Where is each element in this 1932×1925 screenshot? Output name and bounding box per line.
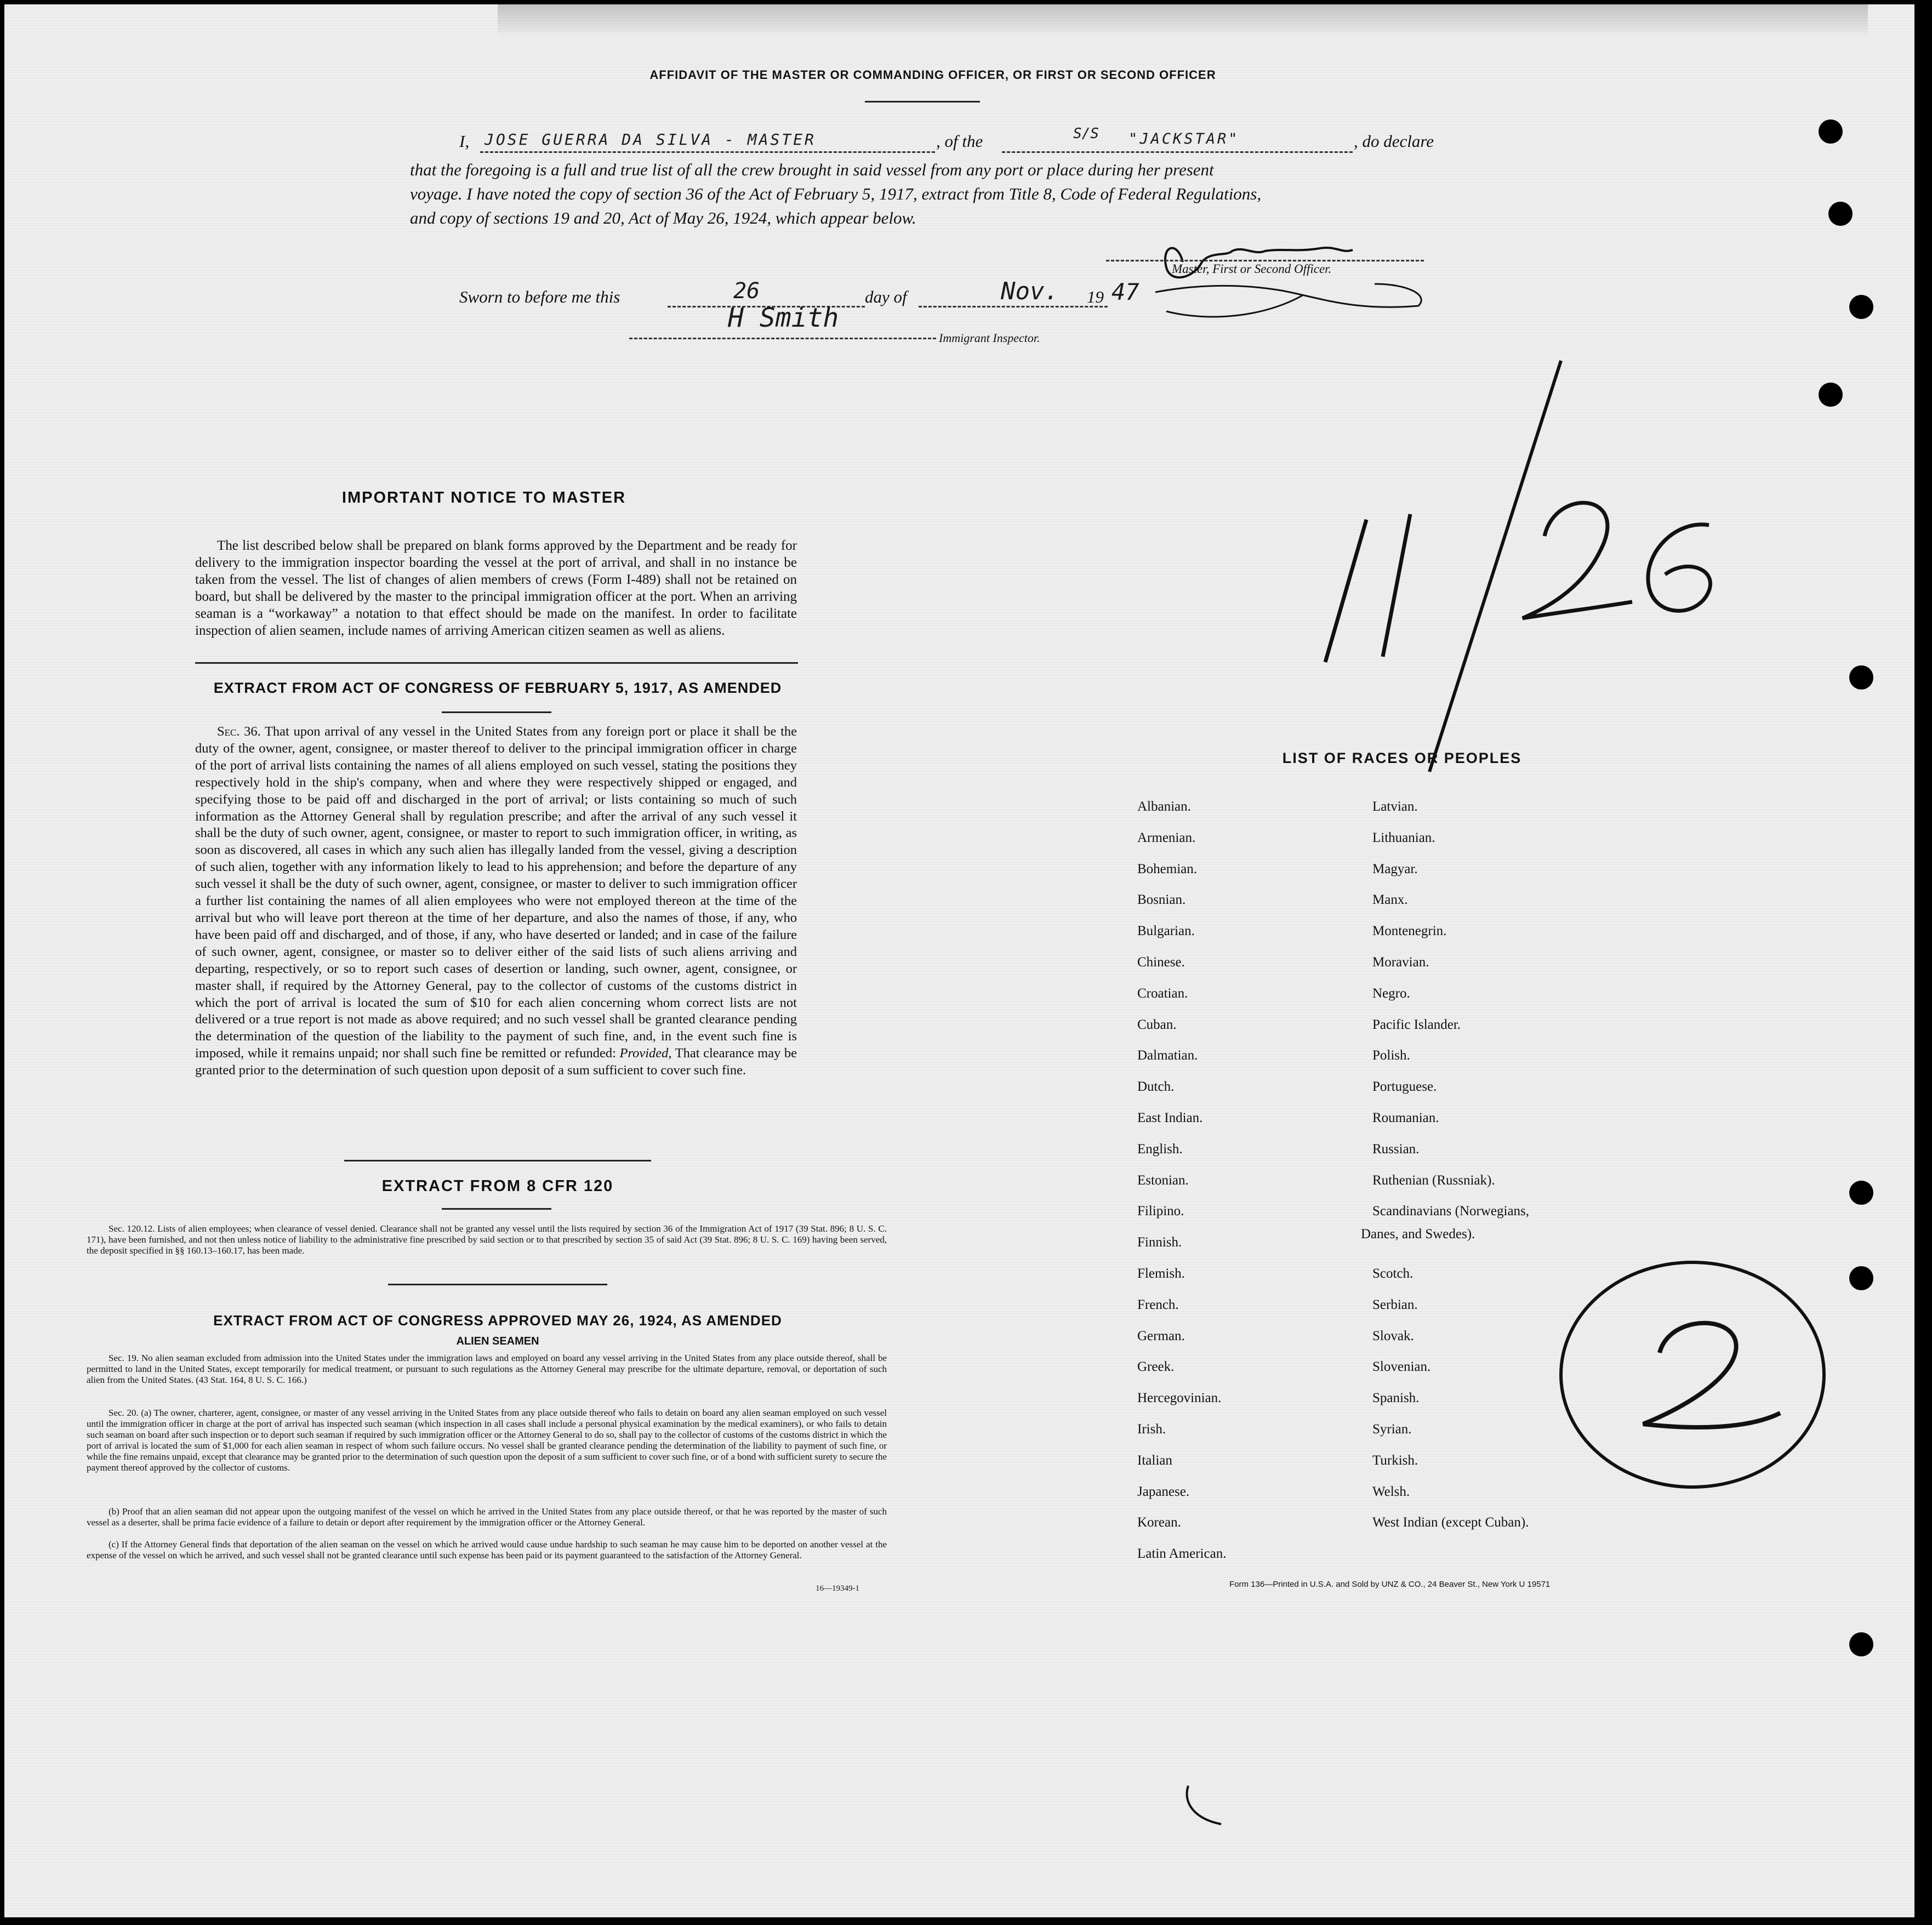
race-item: Dalmatian. — [1137, 1048, 1198, 1063]
affidavit-line-2: voyage. I have noted the copy of section 36 of the Act of February 5, 1917, extract from Title 8, Code of Federal Regulations, — [410, 184, 1262, 203]
binder-hole — [1819, 119, 1843, 144]
race-item: Syrian. — [1372, 1422, 1412, 1437]
race-scandinavian-line-2: Danes, and Swedes). — [1361, 1227, 1475, 1241]
race-item: Flemish. — [1137, 1266, 1185, 1281]
vessel-name-handwriting: "JACKSTAR" — [1128, 130, 1240, 147]
section-rule-4 — [442, 1208, 551, 1210]
race-item: Irish. — [1137, 1422, 1166, 1437]
race-item: Slovenian. — [1372, 1359, 1431, 1375]
race-item: Pacific Islander. — [1372, 1017, 1461, 1032]
sec36-body-end: That clearance may be granted prior to the determination of such question upon deposit of a sum sufficient to cover such fine. — [195, 1046, 797, 1078]
race-item: East Indian. — [1137, 1110, 1203, 1125]
inspector-signature-field — [629, 303, 936, 339]
race-item: Estonian. — [1137, 1172, 1189, 1188]
year-handwriting: 47 — [1112, 278, 1139, 305]
race-item: Montenegrin. — [1372, 924, 1447, 939]
section-rule-1 — [195, 662, 798, 664]
binder-hole — [1849, 295, 1873, 319]
race-item: Hercegovinian. — [1137, 1391, 1222, 1406]
binder-hole — [1849, 1266, 1873, 1290]
race-item: Armenian. — [1137, 830, 1196, 845]
extract-1917-title: EXTRACT FROM ACT OF CONGRESS OF FEBRUARY 5, 1917, AS AMENDED — [213, 680, 782, 696]
race-item: German. — [1137, 1328, 1185, 1343]
section-rule-5 — [388, 1284, 607, 1285]
sworn-label: Sworn to before me this — [459, 287, 620, 306]
sworn-day-handwriting: 26 — [733, 278, 760, 304]
race-item: Russian. — [1372, 1141, 1420, 1157]
binder-hole — [1849, 665, 1873, 690]
notice-title: IMPORTANT NOTICE TO MASTER — [341, 489, 626, 506]
master-signature-caption: Master, First or Second Officer. — [1172, 262, 1332, 276]
affidavit-line-1: that the foregoing is a full and true list of all the crew brought in said vessel from any port or place during her present — [410, 160, 1214, 179]
printer-footer: Form 136—Printed in U.S.A. and Sold by UNZ & CO., 24 Beaver St., New York U 19571 — [1229, 1580, 1551, 1589]
vessel-field — [1002, 126, 1353, 153]
race-item: Ruthenian (Russniak). — [1372, 1172, 1495, 1188]
race-item: Magyar. — [1372, 861, 1418, 876]
race-item: Dutch. — [1137, 1079, 1175, 1095]
declare-label: , do declare — [1354, 132, 1434, 151]
race-item: Croatian. — [1137, 986, 1188, 1001]
vessel-prefix-handwriting: S/S — [1073, 126, 1099, 142]
race-item: Bohemian. — [1137, 861, 1198, 876]
circled-number-annotation — [1550, 1249, 1835, 1501]
master-signature — [1101, 229, 1451, 328]
race-item: English. — [1137, 1141, 1183, 1157]
date-annotation — [1292, 355, 1731, 794]
race-item: Welsh. — [1372, 1484, 1410, 1499]
race-item: French. — [1137, 1297, 1179, 1312]
sec20c-text: (c) If the Attorney General finds that deportation of the alien seaman on the vessel on which he arrived would cause undue hardship to such seaman he may cause him to be deported on another vessel at the expense of the vessel on which he arrived, and such vessel shall not be granted clearance until such expense has been paid or its payment guaranteed to the satisfaction of the Attorney General. — [87, 1539, 887, 1560]
race-item: Filipino. — [1137, 1204, 1184, 1219]
sec36-provided: Provided, — [619, 1046, 672, 1061]
document-page — [4, 4, 1914, 1917]
race-item: Lithuanian. — [1372, 830, 1435, 845]
master-signature-line — [1106, 260, 1424, 261]
sworn-month-handwriting: Nov. — [1001, 277, 1059, 305]
day-of-label: day of — [865, 287, 907, 306]
binder-hole — [1849, 1181, 1873, 1205]
race-item: Spanish. — [1372, 1391, 1420, 1406]
race-item: Serbian. — [1372, 1297, 1418, 1312]
race-item: Turkish. — [1372, 1453, 1418, 1468]
extract-1924-title: EXTRACT FROM ACT OF CONGRESS APPROVED MAY 26, 1924, AS AMENDED — [213, 1312, 782, 1329]
race-item: Latvian. — [1372, 799, 1418, 814]
master-name-handwriting: JOSE GUERRA DA SILVA - MASTER — [485, 130, 816, 149]
race-item: Roumanian. — [1372, 1110, 1439, 1125]
title-divider — [865, 101, 980, 102]
race-item: Finnish. — [1137, 1235, 1182, 1250]
affidavit-line-3: and copy of sections 19 and 20, Act of May 26, 1924, which appear below. — [410, 208, 916, 227]
race-item: Latin American. — [1137, 1546, 1227, 1562]
races-title: LIST OF RACES OR PEOPLES — [1282, 750, 1522, 766]
extract-cfr-title: EXTRACT FROM 8 CFR 120 — [381, 1177, 614, 1195]
sec19-text: Sec. 19. No alien seaman excluded from admission into the United States under the immigration laws and employed on board any vessel arriving in the United States from any place outside thereof, shall be permitted to land in the United States, except temporarily for medical treatment, or pursuant to such regulations as the Attorney General may prescribe for the ultimate departure, removal, or deportation of such alien from the United States. (43 Stat. 164, 8 U. S. C. 166.) — [87, 1353, 887, 1385]
race-item: Korean. — [1137, 1515, 1181, 1530]
affidavit-title: AFFIDAVIT OF THE MASTER OR COMMANDING OFFICER, OR FIRST OR SECOND OFFICER — [649, 68, 1216, 82]
sec20b-text: (b) Proof that an alien seaman did not appear upon the outgoing manifest of the vessel on which he arrived in the United States from any place outside thereof, or that he was reported by the master of such vessel as a deserter, shall be prima facie evidence of a failure to detain or deport after requirement by the immigration officer or the Attorney General. — [87, 1506, 887, 1528]
race-item: Manx. — [1372, 892, 1408, 908]
race-item: Scandinavians (Norwegians, — [1372, 1204, 1530, 1219]
cfr-body: Sec. 120.12. Lists of alien employees; when clearance of vessel denied. Clearance shall not be granted any vessel until the lists required by section 36 of the Immigration Act of 1917 (39 Stat. 896; 8 U. S. C. 171), have been furnished, and not then unless notice of liability to the administrative fine prescribed by said section or to that prescribed by section 35 of said Act (39 Stat. 896; 8 U. S. C. 169) having been served, the deposit specified in §§ 160.13–160.17, has been made. — [87, 1223, 887, 1256]
race-item: Cuban. — [1137, 1017, 1177, 1032]
master-name-field — [480, 130, 935, 153]
race-item: Negro. — [1372, 986, 1410, 1001]
race-item: Moravian. — [1372, 955, 1429, 970]
inspector-caption: Immigrant Inspector. — [939, 331, 1040, 345]
sec20a-text: Sec. 20. (a) The owner, charterer, agent, consignee, or master of any vessel arriving in the United States from any place outside thereof who fails to detain on board any alien seaman employed on such vessel until the immigration officer in charge at the port of arrival has inspected such seaman (which inspection in all cases shall include a personal physical examination by the medical examiners), or who fails to detain such seaman on board after such inspection or to deport such seaman if required by such immigration officer or the Attorney General to do so, shall pay to the collector of customs of the customs district in which the port of arrival is located the sum of $1,000 for each alien seaman in respect of whom such failure occurs. No vessel shall be granted clearance pending the determination of the liability to payment of such fine, or while the fine remains unpaid, except that clearance may be granted prior to the determination of such question upon the deposit of a sum sufficient to cover such fine, or of a bond with sufficient surety to secure the payment thereof approved by the collector of customs. — [87, 1408, 887, 1473]
notice-body: The list described below shall be prepared on blank forms approved by the Department and be ready for delivery to the immigration inspector boarding the vessel at the port of arrival, and shall in no instance be taken from the vessel. The list of changes of alien members of crews (Form I-489) shall not be retained on board, but shall be delivered by the master to the principal immigration officer at the port. When an arriving seaman is a “workaway” a notation to that effect should be made on the manifest. In order to facilitate inspection of alien seamen, include names of arriving American citizen seamen as well as aliens. — [195, 538, 797, 638]
race-item: Italian — [1137, 1453, 1172, 1468]
race-item: Portuguese. — [1372, 1079, 1437, 1095]
of-the-label: , of the — [936, 132, 983, 151]
scan-edge-shadow — [498, 4, 1868, 37]
form-code: 16—19349-1 — [816, 1584, 859, 1593]
race-item: Bulgarian. — [1137, 924, 1195, 939]
race-item: Albanian. — [1137, 799, 1191, 814]
year-prefix: 19 — [1087, 287, 1104, 306]
sec36-text — [195, 724, 797, 1079]
sec36-body: That upon arrival of any vessel in the United States from any foreign port or place it shall be the duty of the owner, agent, consignee, or master thereof to deliver to the principal immigration officer in charge of the port of arrival lists containing the names of all aliens employed on such vessel, stating the positions they respectively hold in the ship's company, when and where they were respectively shipped or engaged, and specifying those to be paid off and discharged in the port of arrival; or lists containing so much of such information as the Attorney General shall by regulation prescribe; and after the arrival of any such vessel it shall be the duty of such owner, agent, consignee, or master to report to such immigration officer, in writing, as soon as discovered, all cases in which any such alien has illegally landed from the vessel, giving a description of such alien, together with any information likely to lead to his apprehension; and before the departure of any such vessel it shall be the duty of such owner, agent, consignee, or master to deliver to such immigration officer a further list containing the names of all alien employees who were not employed thereon at the time of the arrival but who will leave port thereon at the time of her departure, and also the names of those, if any, who have been paid off and discharged, and of those, if any, who have deserted or landed; and in case of the failure of such owner, agent, consignee, or master so to deliver either of the said lists of such aliens arriving and departing, respectively, or so to report such cases of desertion or landing, such owner, agent, consignee, or master shall, if required by the Attorney General, pay to the collector of customs of the customs district in which the port of arrival is located the sum of $10 for each alien concerning whom correct lists are not delivered or a true report is not made as above required; and no such vessel shall be granted clearance pending the determination of the question of the liability to the payment of such fine, and, in the event such fine is imposed, while it remains unpaid; nor shall such fine be remitted or refunded: — [195, 724, 797, 1061]
section-rule-2 — [442, 711, 551, 713]
binder-hole — [1819, 383, 1843, 407]
race-item: Scotch. — [1372, 1266, 1414, 1281]
extract-1924-subtitle: ALIEN SEAMEN — [456, 1335, 539, 1347]
race-item: Japanese. — [1137, 1484, 1190, 1499]
race-item: West Indian (except Cuban). — [1372, 1515, 1529, 1530]
sworn-month-field — [919, 277, 1108, 307]
sec36-label: Sec. 36. — [217, 724, 261, 739]
race-item: Slovak. — [1372, 1328, 1414, 1343]
race-item: Chinese. — [1137, 955, 1185, 970]
binder-hole — [1828, 202, 1853, 226]
affidavit-i-label: I, — [459, 132, 470, 151]
race-item: Bosnian. — [1137, 892, 1186, 908]
inspector-signature: H Smith — [728, 303, 839, 333]
race-item: Polish. — [1372, 1048, 1410, 1063]
race-item: Greek. — [1137, 1359, 1175, 1375]
section-rule-3 — [344, 1160, 651, 1161]
stray-pen-mark — [1177, 1780, 1232, 1830]
binder-hole — [1849, 1632, 1873, 1656]
